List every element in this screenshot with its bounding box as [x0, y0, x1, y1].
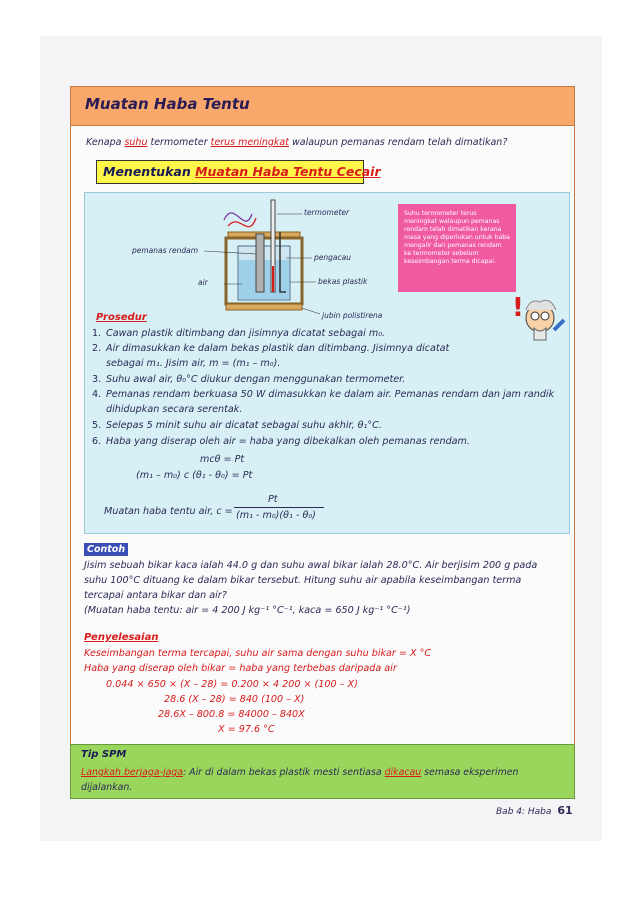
page-title: Muatan Haba Tentu: [85, 95, 250, 113]
intro-highlight-suhu: suhu: [124, 137, 148, 148]
scientist-arm: [554, 320, 564, 330]
example-label: Contoh: [84, 543, 128, 556]
label-termometer: termometer: [304, 208, 350, 217]
procedure-title: Prosedur: [96, 312, 147, 323]
intro-highlight-meningkat: terus meningkat: [210, 137, 289, 148]
scientist-hair: [526, 300, 556, 310]
procedure-step: 2. Air dimasukkan ke dalam bekas plastik dan ditimbang. Jisimnya dicatat: [92, 343, 450, 354]
procedure-step-continuation: sebagai m₁. Jisim air, m = (m₁ – m₀).: [106, 358, 281, 369]
intro-text: Kenapa: [86, 137, 125, 148]
apparatus-diagram: [124, 196, 394, 316]
solution-line: X = 97.6 °C: [218, 724, 275, 735]
solution-line: Haba yang diserap oleh bikar = haba yang terbebas daripada air: [84, 663, 397, 674]
footer-chapter: Bab 4: Haba: [496, 807, 552, 817]
solution-line: Keseimbangan terma tercapai, suhu air sama dengan suhu bikar = X °C: [84, 648, 432, 659]
explanation-note: Suhu termometer terus meningkat walaupun pemanas rendam telah dimatikan kerana masa yang diperlukan untuk haba mengalir dari pemanas rendam ke termometer sebelum keseimbangan terma dicapai.: [398, 204, 516, 292]
page-number: 61: [557, 804, 573, 817]
example-line: (Muatan haba tentu: air = 4 200 J kg⁻¹ °C⁻¹, kaca = 650 J kg⁻¹ °C⁻¹): [84, 605, 411, 616]
label-pengacau: pengacau: [314, 253, 351, 262]
solution-line: 28.6 (X – 28) = 840 (100 – X): [164, 694, 305, 705]
heater: [256, 234, 264, 292]
intro-question: [86, 137, 507, 148]
thermometer-mercury: [272, 266, 274, 292]
label-air: air: [198, 278, 208, 287]
solution-title: Penyelesaian: [84, 632, 159, 643]
tip-box: [70, 744, 575, 799]
sub-heading: [96, 160, 381, 184]
base-tile: [226, 304, 302, 310]
intro-text: termometer: [147, 137, 211, 148]
equation-2: (m₁ – m₀) c (θ₁ - θ₀) = Pt: [136, 470, 253, 481]
solution-line: 28.6X – 800.8 = 84000 – 840X: [158, 709, 305, 720]
sub-heading-highlight: Muatan Haba Tentu Cecair: [195, 164, 381, 179]
procedure-step: 4. Pemanas rendam berkuasa 50 W dimasukkan ke dalam air. Pemanas rendam dan jam randik: [92, 389, 555, 400]
page-footer: [496, 804, 573, 817]
result-label: Muatan haba tentu air, c =: [104, 506, 233, 517]
label-bekas-plastik: bekas plastik: [318, 277, 368, 286]
result-numerator: Pt: [268, 494, 278, 505]
procedure-step: 3. Suhu awal air, θ₀°C diukur dengan menggunakan termometer.: [92, 374, 406, 385]
example-line: Jisim sebuah bikar kaca ialah 44.0 g dan suhu awal bikar ialah 28.0°C. Air berjisim 200 g pada: [84, 560, 538, 571]
exclamation-icon: !: [512, 293, 524, 323]
intro-text: walaupun pemanas rendam telah dimatikan?: [288, 137, 508, 148]
fraction-bar: [234, 507, 324, 508]
procedure-step: 5. Selepas 5 minit suhu air dicatat sebagai suhu akhir, θ₁°C.: [92, 420, 382, 431]
scientist-illustration: [500, 290, 570, 350]
heater-wire-purple: [224, 213, 252, 221]
tip-text: Langkah berjaga-jaga: Air di dalam bekas plastik mesti sentiasa dikacau semasa eksperimen dijalankan.: [81, 767, 519, 793]
equation-1: mcθ = Pt: [200, 454, 245, 465]
procedure-step: 6. Haba yang diserap oleh air = haba yang dibekalkan oleh pemanas rendam.: [92, 436, 470, 447]
title-bar: [70, 86, 575, 126]
procedure-step-continuation: dihidupkan secara serentak.: [106, 404, 243, 415]
example-line: suhu 100°C dituang ke dalam bikar tersebut. Hitung suhu air apabila keseimbangan terma: [84, 575, 522, 586]
tip-title: Tip SPM: [81, 749, 127, 760]
label-jubin-polistirena: jubin polistirena: [322, 311, 383, 320]
result-denominator: (m₁ - m₀)(θ₁ - θ₀): [236, 510, 316, 521]
sub-heading-text: Menentukan: [103, 164, 196, 179]
label-pemanas-rendam: pemanas rendam: [132, 246, 199, 255]
solution-line: 0.044 × 650 × (X – 28) = 0.200 × 4 200 × (100 – X): [106, 679, 358, 690]
procedure-step: 1. Cawan plastik ditimbang dan jisimnya dicatat sebagai m₀.: [92, 328, 386, 339]
example-line: tercapai antara bikar dan air?: [84, 590, 227, 601]
